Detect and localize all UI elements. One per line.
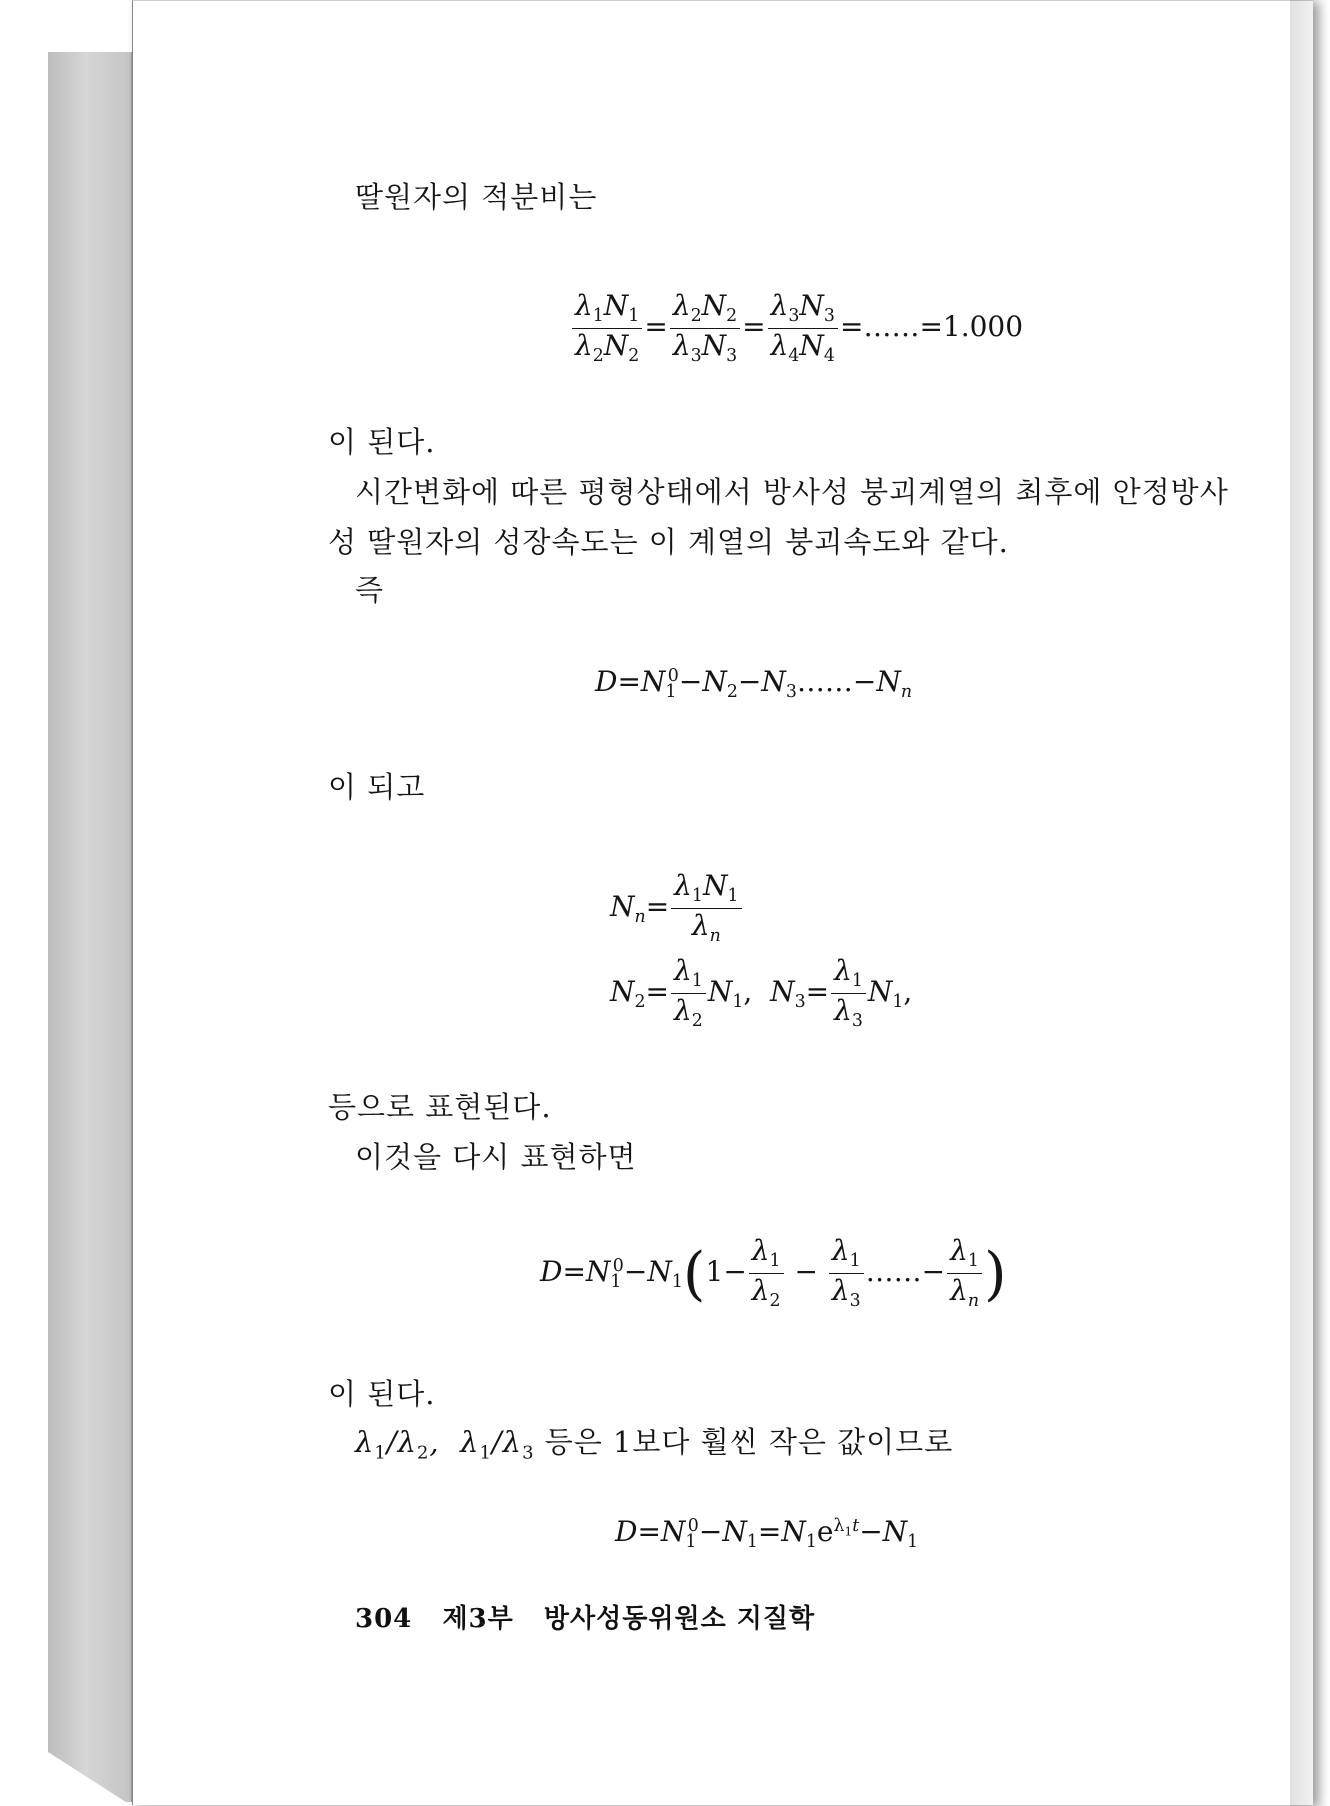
page-number: 304 (355, 1604, 413, 1634)
paragraph-text: 딸원자의 적분비는 (355, 180, 598, 214)
equation-n2-n3: $N_2=$ $\frac{\lambda_1}{\lambda_2}$ $N_1$, $N_3=$ $\frac{\lambda_1}{\lambda_3}$ $N_1$, (610, 954, 913, 1032)
paragraph-text: 성 딸원자의 성장속도는 이 계열의 붕괴속도와 같다. (328, 525, 1009, 559)
equation-decay-sum: $D=N_1^0-N_2-N_3\dots\dots-N_n$ (595, 665, 913, 703)
footer-part: 제3부 (442, 1604, 514, 1634)
equation-final: $D=N_1^0-N_1=N_1e^{\lambda_1t}-N_1$ (615, 1515, 919, 1553)
equation-integral-ratio: $\frac{\lambda_1N_1}{\lambda_2N_2}$ = $\frac{\lambda_2N_2}{\lambda_3N_3}$ = $\frac{\lambda_3N_3}{\lambda_4N_4}$ =……=1.000 (570, 290, 1023, 367)
paragraph-with-math: $\lambda_1/\lambda_2$, $\lambda_1/\lambda_3$ 등은 1보다 훨씬 작은 값이므로 (355, 1425, 954, 1464)
footer-chapter: 방사성동위원소 지질학 (543, 1604, 816, 1634)
equation-nn: $N_n=$ $\frac{\lambda_1N_1}{\lambda_n}$ (610, 870, 744, 947)
paragraph-text: 시간변화에 따른 평형상태에서 방사성 붕괴계열의 최후에 안정방사 (355, 475, 1229, 509)
page-footer (355, 1598, 815, 1635)
paragraph-text: 이 되고 (328, 770, 426, 804)
paragraph-text: 이 된다. (328, 1377, 436, 1411)
paragraph-text: 이것을 다시 표현하면 (355, 1140, 637, 1174)
equation-expanded: $D=N_1^0-N_1(1-$ $\frac{\lambda_1}{\lambda_2}$ − $\frac{\lambda_1}{\lambda_3}$ ……− $\frac{\lambda_1}{\lambda_n}$ ) (540, 1234, 1007, 1312)
book-spine (48, 52, 132, 1802)
paragraph-text: 이 된다. (328, 425, 436, 459)
page-edge-shadow (1290, 0, 1330, 1806)
paragraph-text: 즉 (355, 573, 385, 607)
paragraph-text: 등으로 표현된다. (328, 1090, 552, 1124)
